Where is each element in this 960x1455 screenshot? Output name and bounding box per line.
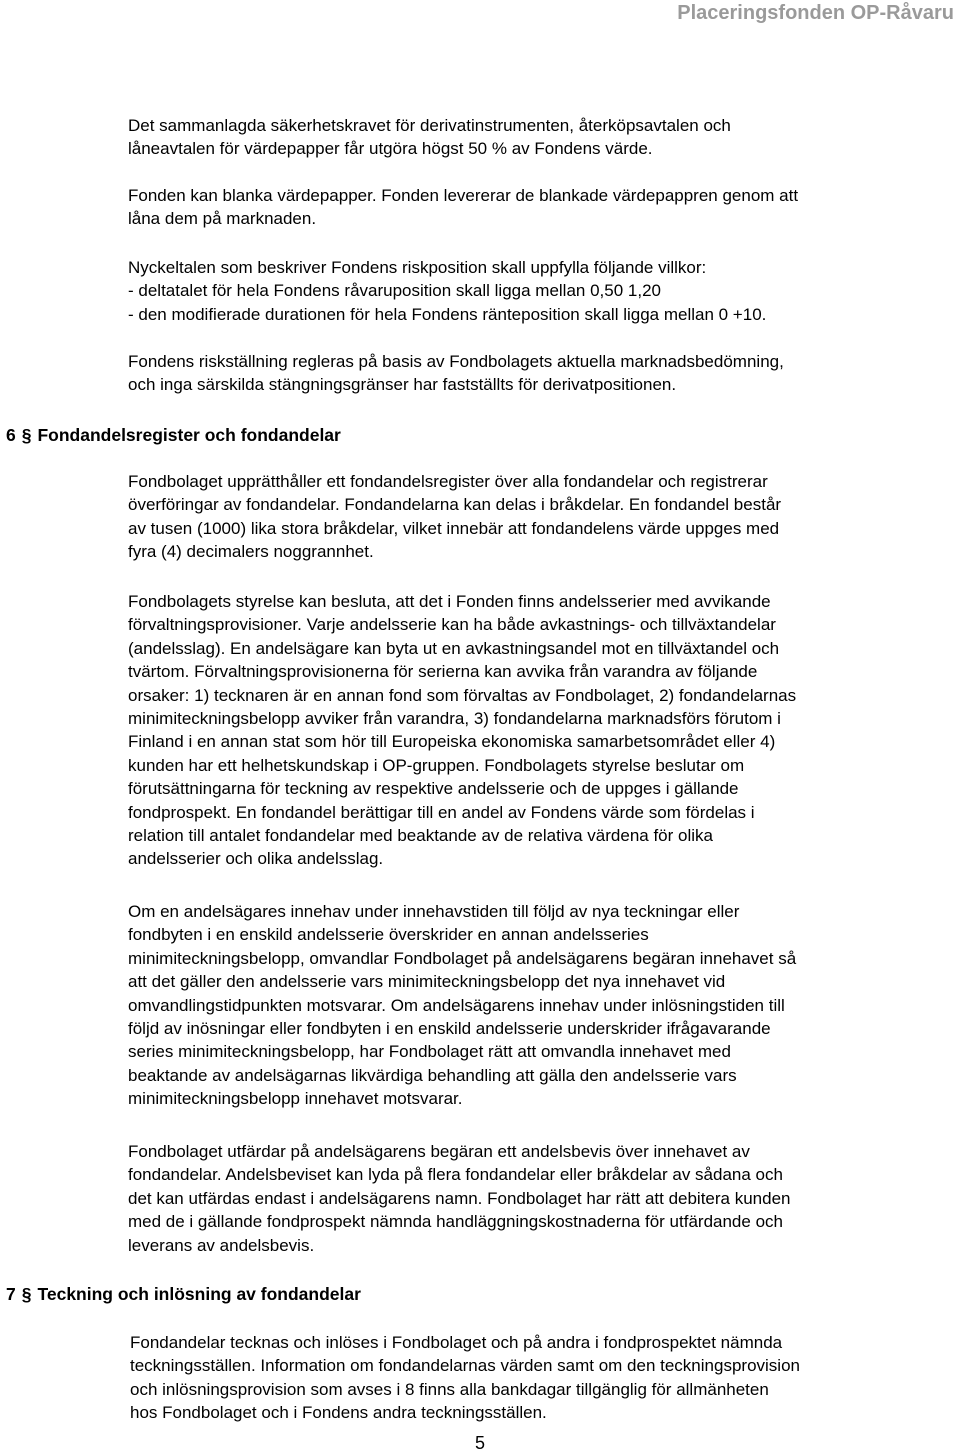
text-line: orsaker: 1) tecknaren är en annan fond som förvaltas av Fondbolaget, 2) fondandelarnas <box>128 685 797 705</box>
text-line: - den modifierade durationen för hela Fondens ränteposition skall ligga mellan 0 +10. <box>128 304 767 324</box>
text-line: låna dem på marknaden. <box>128 209 317 229</box>
text-line: - deltatalet för hela Fondens råvaruposition skall ligga mellan 0,50 1,20 <box>128 281 661 301</box>
text-line: Det sammanlagda säkerhetskravet för derivatinstrumenten, återköpsavtalen och <box>128 116 731 135</box>
text-line: och inlösningsprovision som avses i 8 finns alla bankdagar tillgänglig för allmänheten <box>130 1379 769 1399</box>
text-line: Fondandelar tecknas och inlöses i Fondbolaget och på andra i fondprospektet nämnda <box>130 1333 783 1352</box>
text-line: omvandlingstidpunkten motsvarar. Om andelsägarens innehav under inlösningstiden till <box>128 995 785 1015</box>
text-line: relation till antalet fondandelar med beaktande av de relativa värdena för olika <box>128 826 713 846</box>
text-line: låneavtalen för värdepapper får utgöra högst 50 % av Fondens värde. <box>128 139 653 159</box>
section-symbol: § <box>21 425 32 445</box>
paragraph-subscription-redemption <box>130 1331 800 1425</box>
section-number: 7 <box>6 1284 16 1304</box>
section-title: Fondandelsregister och fondandelar <box>37 425 341 445</box>
text-line: fyra (4) decimalers noggrannhet. <box>128 542 374 562</box>
paragraph-key-figures <box>128 256 766 326</box>
text-line: med de i gällande fondprospekt nämnda handläggningskostnaderna för utfärdande och <box>128 1212 783 1232</box>
text-line: av tusen (1000) lika stora bråkdelar, vilket innebär att fondandelens värde uppges med <box>128 518 780 538</box>
text-line: fondandelar. Andelsbeviset kan lyda på flera fondandelar eller bråkdelar av sådana och <box>128 1165 783 1185</box>
paragraph-unit-register <box>128 470 781 564</box>
text-line: Fondbolagets styrelse kan besluta, att det i Fonden finns andelsserier med avvikande <box>128 592 771 611</box>
text-line: följd av inösningar eller fondbyten i en enskild andelsserie underskrider ifrågavarande <box>128 1019 771 1039</box>
text-line: Nyckeltalen som beskriver Fondens riskposition skall uppfylla följande villkor: <box>128 258 707 277</box>
text-line: fondprospekt. En fondandel berättigar till en andel av Fondens värde som fördelas i <box>128 802 755 822</box>
text-line: hos Fondbolaget och i Fondens andra teckningsställen. <box>130 1403 547 1423</box>
text-line: förutsättningarna för teckning av respektive andelsserie och de uppges i gällande <box>128 779 739 799</box>
text-line: tvärtom. Förvaltningsprovisionerna för serierna kan avvika från varandra av följande <box>128 662 758 682</box>
text-line: leverans av andelsbevis. <box>128 1235 315 1255</box>
text-line: och inga särskilda stängningsgränser har fastställts för derivatpositionen. <box>128 375 677 395</box>
text-line: andelsserier och olika andelsslag. <box>128 849 384 869</box>
paragraph-unit-series <box>128 590 796 871</box>
text-line: minimiteckningsbelopp innehavet motsvarar. <box>128 1089 463 1109</box>
text-line: Fondens riskställning regleras på basis av Fondbolagets aktuella marknadsbedömning, <box>128 352 784 371</box>
paragraph-security-requirement <box>128 114 731 161</box>
section-heading-6 <box>6 425 341 446</box>
text-line: fondbyten i en enskild andelsserie överskrider en annan andelsseries <box>128 925 649 945</box>
text-line: Fondbolaget upprätthåller ett fondandelsregister över alla fondandelar och registrerar <box>128 472 768 491</box>
text-line: att det gäller den andelsserie vars minimiteckningsbelopp det nya innehavet vid <box>128 972 726 992</box>
section-heading-7 <box>6 1284 361 1305</box>
text-line: teckningsställen. Information om fondandelarnas värden samt om den teckningsprovision <box>130 1356 800 1376</box>
section-title: Teckning och inlösning av fondandelar <box>37 1284 361 1304</box>
text-line: överföringar av fondandelar. Fondandelarna kan delas i bråkdelar. En fondandel består <box>128 495 782 515</box>
text-line: det kan utfärdas endast i andelsägarens namn. Fondbolaget har rätt att debitera kunden <box>128 1188 791 1208</box>
text-line: Finland i en annan stat som hör till Europeiska ekonomiska samarbetsområdet eller 4) <box>128 732 776 752</box>
text-line: series minimiteckningsbelopp, har Fondbolaget rätt att omvandla innehavet med <box>128 1042 731 1062</box>
text-line: förvaltningsprovisioner. Varje andelsserie kan ha både avkastnings- och tillväxtandelar <box>128 615 776 635</box>
paragraph-short-selling <box>128 184 798 231</box>
text-line: Om en andelsägares innehav under innehavstiden till följd av nya teckningar eller <box>128 902 740 921</box>
section-number: 6 <box>6 425 16 445</box>
text-line: Fonden kan blanka värdepapper. Fonden levererar de blankade värdepappren genom att <box>128 186 799 205</box>
document-header-title: Placeringsfonden OP-Råvaru <box>677 2 954 24</box>
text-line: beaktande av andelsägarnas likvärdiga behandling att gälla den andelsserie vars <box>128 1065 737 1085</box>
text-line: minimiteckningsbelopp, omvandlar Fondbolaget på andelsägarens begäran innehavet så <box>128 948 797 968</box>
paragraph-risk-position <box>128 350 784 397</box>
paragraph-series-conversion <box>128 900 796 1111</box>
text-line: minimiteckningsbelopp avviker från varandra, 3) fondandelarna marknadsförs förutom i <box>128 709 781 729</box>
paragraph-unit-certificate <box>128 1140 791 1257</box>
page-number: 5 <box>475 1433 486 1453</box>
text-line: kunden har ett helhetskundskap i OP-gruppen. Fondbolagets styrelse beslutar om <box>128 755 745 775</box>
section-symbol: § <box>21 1284 32 1304</box>
text-line: Fondbolaget utfärdar på andelsägarens begäran ett andelsbevis över innehavet av <box>128 1142 750 1161</box>
text-line: (andelsslag). En andelsägare kan byta ut en avkastningsandel mot en tillväxtandel och <box>128 638 780 658</box>
